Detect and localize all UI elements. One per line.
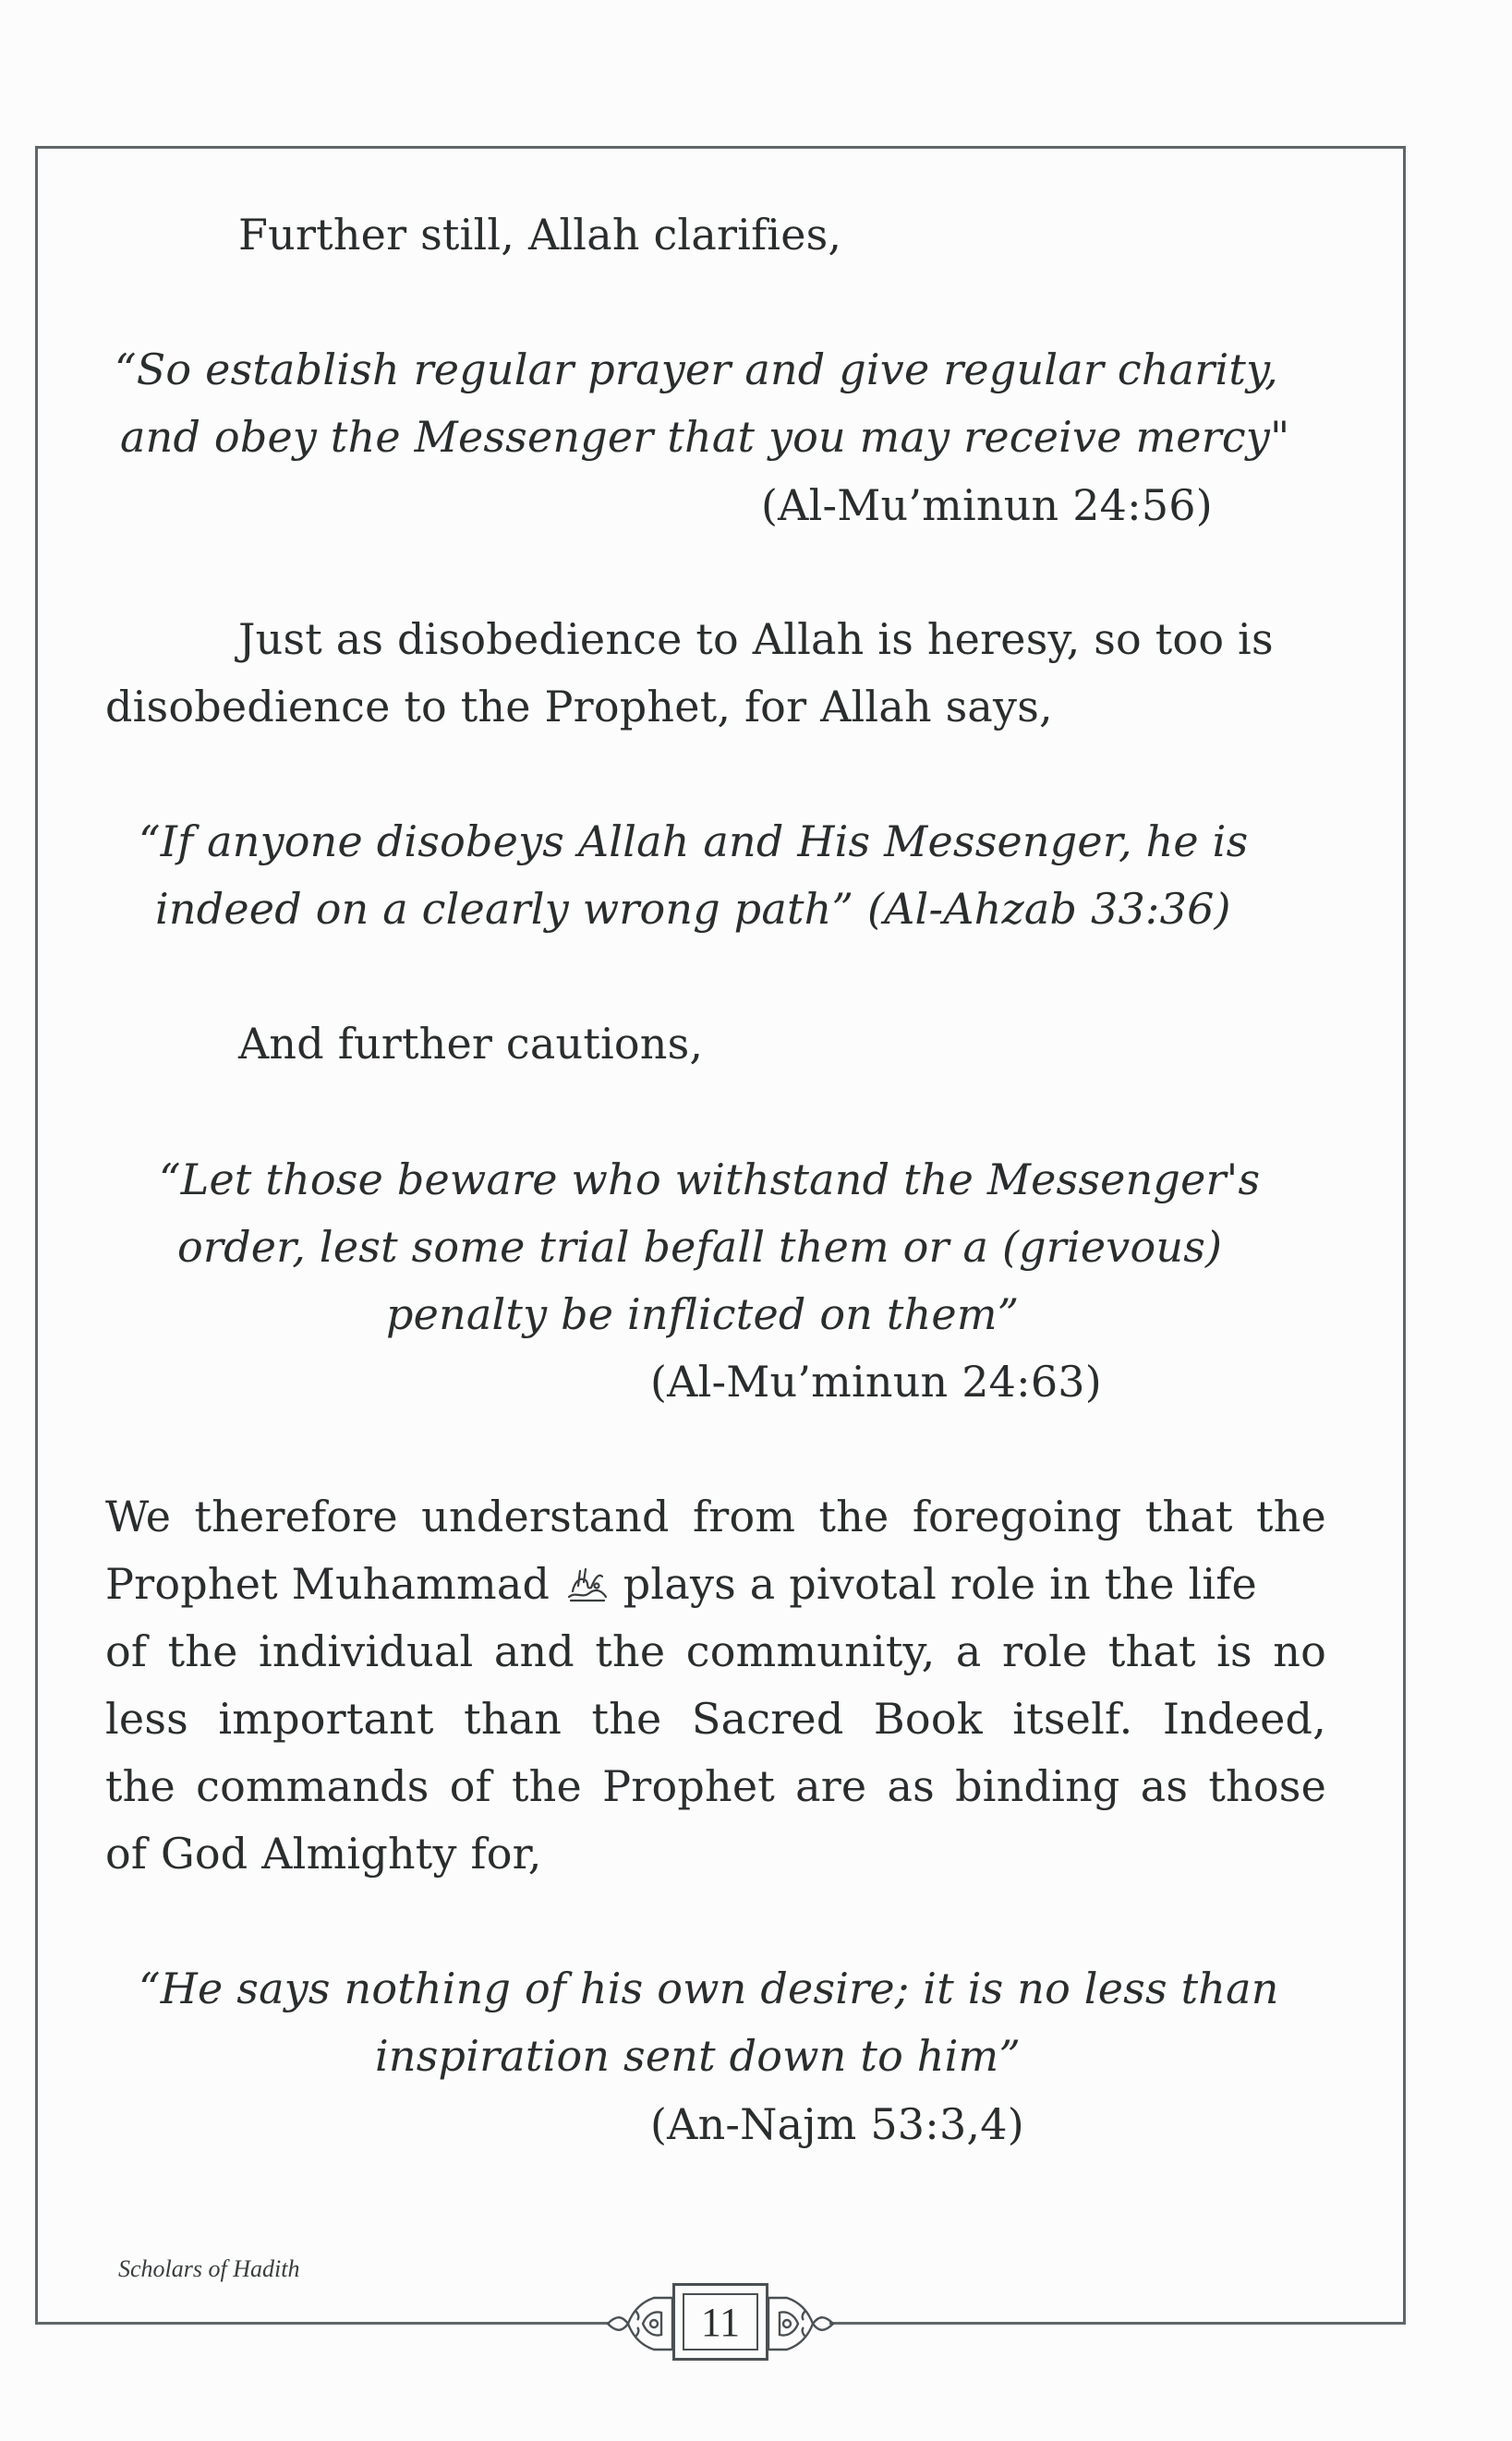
quote-line: inspiration sent down to him” [375, 2031, 1022, 2081]
quote-line: and obey the Messenger that you may receive mercy" [120, 412, 1290, 462]
footer-book-title: Scholars of Hadith [118, 2255, 300, 2282]
quote-line: penalty be inflicted on them” [386, 1289, 1020, 1339]
paragraph-line: Just as disobedience to Allah is heresy, so too is [238, 614, 1274, 664]
paragraph-line: of God Almighty for, [105, 1829, 542, 1879]
page-number: 11 [683, 2293, 758, 2350]
paragraph-line: the commands of the Prophet are as binding as those [105, 1761, 1326, 1811]
quote-line: “He says nothing of his own desire; it is no less than [139, 1964, 1279, 2013]
quote-line: order, lest some trial befall them or a (grievous) [177, 1222, 1223, 1272]
quote-reference: (Al-Mu’minun 24:56) [761, 480, 1213, 530]
paragraph-line: disobedience to the Prophet, for Allah says, [105, 682, 1053, 731]
quote-reference: (Al-Mu’minun 24:63) [650, 1357, 1102, 1407]
paragraph-line: And further cautions, [238, 1019, 704, 1069]
salutation-calligraphy-icon [563, 1562, 610, 1602]
quote-line: “Let those beware who withstand the Messenger's [159, 1154, 1261, 1204]
paragraph-line [105, 1556, 1257, 1612]
quote-line: “So establish regular prayer and give regular charity, [115, 344, 1278, 394]
quote-reference: (An-Najm 53:3,4) [650, 2099, 1024, 2149]
right-ornament-icon [765, 2287, 839, 2361]
paragraph-text: Prophet Muhammad [105, 1559, 550, 1609]
bottom-rule-left [35, 2322, 610, 2325]
paragraph-line: of the individual and the community, a role that is no [105, 1626, 1326, 1676]
paragraph-text: plays a pivotal role in the life [623, 1559, 1257, 1609]
paragraph-line: less important than the Sacred Book itself. Indeed, [105, 1694, 1326, 1744]
paragraph-intro: Further still, Allah clarifies, [238, 210, 842, 260]
page-number-box [672, 2283, 768, 2361]
left-ornament-icon [602, 2287, 676, 2361]
quote-line: indeed on a clearly wrong path” (Al-Ahzab 33:36) [155, 884, 1231, 934]
quote-line: “If anyone disobeys Allah and His Messenger, he is [139, 816, 1249, 866]
paragraph-line: We therefore understand from the foregoing that the [105, 1492, 1326, 1541]
bottom-rule-right [829, 2322, 1406, 2325]
